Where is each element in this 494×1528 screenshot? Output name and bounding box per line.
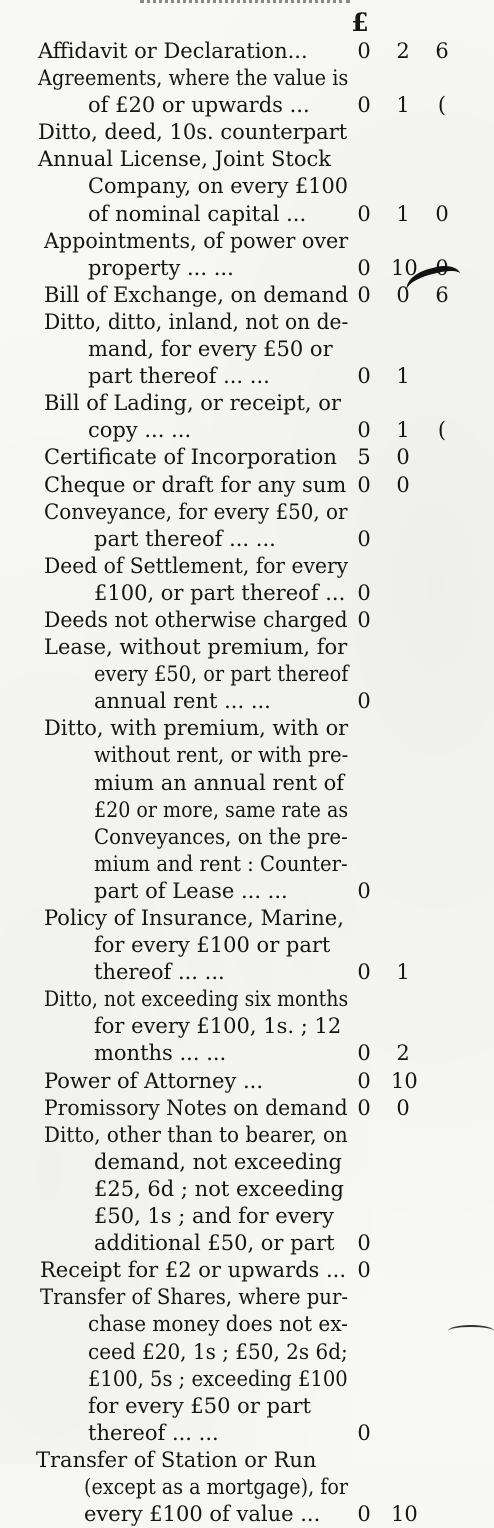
tariff-line [0,851,494,878]
tariff-line-text: Transfer of Shares, where pur- [40,1285,349,1310]
tariff-line [0,607,494,634]
tariff-line-text: copy ... ... [88,418,192,443]
tariff-line-text: for every £100, 1s. ; 12 [94,1014,342,1039]
tariff-line-text: part of Lease ... ... [94,878,288,903]
tariff-line [0,119,494,146]
tariff-line-text: for every £50 or part [88,1393,311,1418]
amount-pence: ( [437,418,447,443]
amount-pounds: 0 [357,1502,371,1527]
amount-pounds: 0 [357,1041,371,1066]
amount-pence: ( [437,93,447,118]
tariff-line [0,1311,494,1338]
amount-shillings: 0 [396,472,410,497]
tariff-line-text: without rent, or with pre- [94,743,349,768]
tariff-line-text: Cheque or draft for any sum [44,472,347,497]
amount-pounds: 0 [357,607,371,632]
tariff-line [0,92,494,119]
amount-shillings: 2 [396,39,410,63]
tariff-line-text: Deed of Settlement, for every [44,553,349,578]
tariff-line [0,634,494,661]
amount-shillings: 1 [396,93,410,118]
stamp-duty-tariff-list [0,38,494,1528]
tariff-line [0,742,494,769]
tariff-line-text: Deeds not otherwise charged [44,607,348,632]
tariff-line [0,228,494,255]
tariff-line-text: Appointments, of power over [44,228,349,253]
tariff-line-text: property ... ... [88,255,234,280]
tariff-line [0,1176,494,1203]
tariff-line-text: mium and rent : Counter- [94,851,348,876]
tariff-line-text: Lease, without premium, for [44,635,348,660]
amount-pence: 6 [435,39,449,63]
tariff-line-text: (except as a mortgage), for [84,1474,349,1499]
tariff-line [0,797,494,824]
tariff-line [0,1040,494,1067]
amount-pounds: 0 [357,1095,371,1120]
tariff-line [0,65,494,92]
tariff-line [0,905,494,932]
tariff-line [0,959,494,986]
tariff-line-text: Ditto, deed, 10s. counterpart [38,120,348,145]
tariff-line-text: Company, on every £100 [88,174,349,199]
amount-pence: 0 [435,255,449,280]
amount-pounds: 0 [357,689,371,714]
tariff-line [0,1284,494,1311]
amount-pounds: 0 [357,1420,371,1445]
tariff-line [0,1013,494,1040]
tariff-line-text: demand, not exceeding [94,1149,342,1174]
tariff-line [0,417,494,444]
tariff-line-text: of nominal capital ... [88,201,307,226]
tariff-line [0,824,494,851]
tariff-line [0,1420,494,1447]
tariff-line-text: ceed £20, 1s ; £50, 2s 6d; [88,1339,348,1364]
amount-shillings: 10 [391,255,418,280]
tariff-line-text: thereof ... ... [94,960,225,985]
tariff-line [0,715,494,742]
pound-column-header: £ [351,8,369,37]
tariff-line [0,363,494,390]
tariff-line [0,309,494,336]
tariff-line-text: Conveyance, for every £50, or [44,499,348,524]
tariff-line [0,986,494,1013]
tariff-line-text: Conveyances, on the pre- [94,824,348,849]
tariff-line [0,580,494,607]
tariff-line-text: £25, 6d ; not exceeding [94,1176,344,1201]
tariff-line-text: Bill of Lading, or receipt, or [44,391,341,416]
amount-shillings: 1 [396,960,410,985]
tariff-line [0,661,494,688]
amount-shillings: 1 [396,364,410,389]
amount-pounds: 0 [357,364,371,389]
tariff-line [0,770,494,797]
amount-shillings: 1 [396,201,410,226]
tariff-line [0,1257,494,1284]
tariff-line-text: £100, 5s ; exceeding £100 [88,1366,348,1391]
tariff-line [0,878,494,905]
tariff-line-text: months ... ... [94,1041,227,1066]
tariff-line-text: £100, or part thereof ... [94,580,346,605]
tariff-line-text: Annual License, Joint Stock [38,147,331,172]
tariff-line [0,688,494,715]
tariff-line-text: Ditto, with premium, with or [44,716,349,741]
tariff-line-text: Ditto, not exceeding six months [44,987,349,1012]
tariff-line [0,336,494,363]
amount-pence: 0 [435,201,449,226]
tariff-line [0,1366,494,1393]
tariff-line-text: Agreements, where the value is [38,66,349,91]
amount-pounds: 0 [357,39,371,63]
tariff-line-text: Ditto, other than to bearer, on [44,1122,348,1147]
tariff-line [0,173,494,200]
tariff-line [0,1447,494,1474]
top-rule-decoration [140,0,350,11]
tariff-line [0,1203,494,1230]
tariff-line [0,1393,494,1420]
tariff-line-text: every £50, or part thereof [94,662,349,687]
tariff-line [0,146,494,173]
tariff-line [0,390,494,417]
tariff-line-text: every £100 of value ... [84,1502,321,1527]
amount-pounds: 0 [357,201,371,226]
tariff-line-text: additional £50, or part [94,1231,335,1256]
tariff-line [0,553,494,580]
amount-pounds: 0 [357,878,371,903]
amount-pounds: 0 [357,580,371,605]
tariff-line [0,1095,494,1122]
tariff-line [0,526,494,553]
tariff-line-text: Bill of Exchange, on demand [44,282,349,307]
tariff-line [0,499,494,526]
amount-pounds: 0 [357,472,371,497]
amount-shillings: 10 [391,1502,418,1527]
amount-shillings: 1 [396,418,410,443]
tariff-line-text: Certificate of Incorporation [44,445,337,470]
amount-pounds: 0 [357,1231,371,1256]
tariff-line [0,201,494,228]
tariff-line-text: part thereof ... ... [88,364,270,389]
amount-pounds: 0 [357,526,371,551]
amount-pence: 6 [435,282,449,307]
amount-shillings: 0 [396,445,410,470]
tariff-line [0,38,494,65]
tariff-line-text: chase money does not ex- [88,1312,348,1337]
tariff-line [0,932,494,959]
amount-pounds: 0 [357,960,371,985]
amount-shillings: 0 [396,1095,410,1120]
tariff-line [0,1149,494,1176]
tariff-line [0,1474,494,1501]
amount-pounds: 0 [357,282,371,307]
tariff-line [0,1230,494,1257]
tariff-line [0,444,494,471]
tariff-line-text: £20 or more, same rate as [94,797,349,822]
amount-pounds: 0 [357,93,371,118]
tariff-line-text: mium an annual rent of [94,770,344,795]
tariff-line [0,1339,494,1366]
amount-pounds: 0 [357,418,371,443]
amount-pounds: 0 [357,1258,371,1283]
amount-shillings: 10 [391,1068,418,1093]
tariff-line-text: mand, for every £50 or [88,337,333,362]
tariff-line-text: for every £100 or part [94,933,331,958]
tariff-line-text: part thereof ... ... [94,526,276,551]
amount-shillings: 2 [396,1041,410,1066]
tariff-line-text: Receipt for £2 or upwards ... [40,1258,347,1283]
tariff-line [0,1501,494,1528]
tariff-line-text: Transfer of Station or Run [36,1447,317,1472]
tariff-line-text: annual rent ... ... [94,689,271,714]
tariff-line-text: Promissory Notes on demand [44,1095,348,1120]
amount-pounds: 0 [357,1068,371,1093]
tariff-line-text: thereof ... ... [88,1420,219,1445]
ink-stroke-decoration [448,1325,494,1337]
tariff-line-text: of £20 or upwards ... [88,93,310,118]
tariff-line-text: £50, 1s ; and for every [94,1204,334,1229]
amount-shillings: 0 [396,282,410,307]
tariff-line-text: Ditto, ditto, inland, not on de- [44,309,349,334]
tariff-line-text: Power of Attorney ... [44,1068,264,1093]
tariff-line-text: Affidavit or Declaration... [38,39,308,63]
tariff-line [0,1068,494,1095]
tariff-line [0,472,494,499]
tariff-line [0,1122,494,1149]
amount-pounds: 5 [357,445,371,470]
amount-pounds: 0 [357,255,371,280]
tariff-line-text: Policy of Insurance, Marine, [44,906,344,930]
